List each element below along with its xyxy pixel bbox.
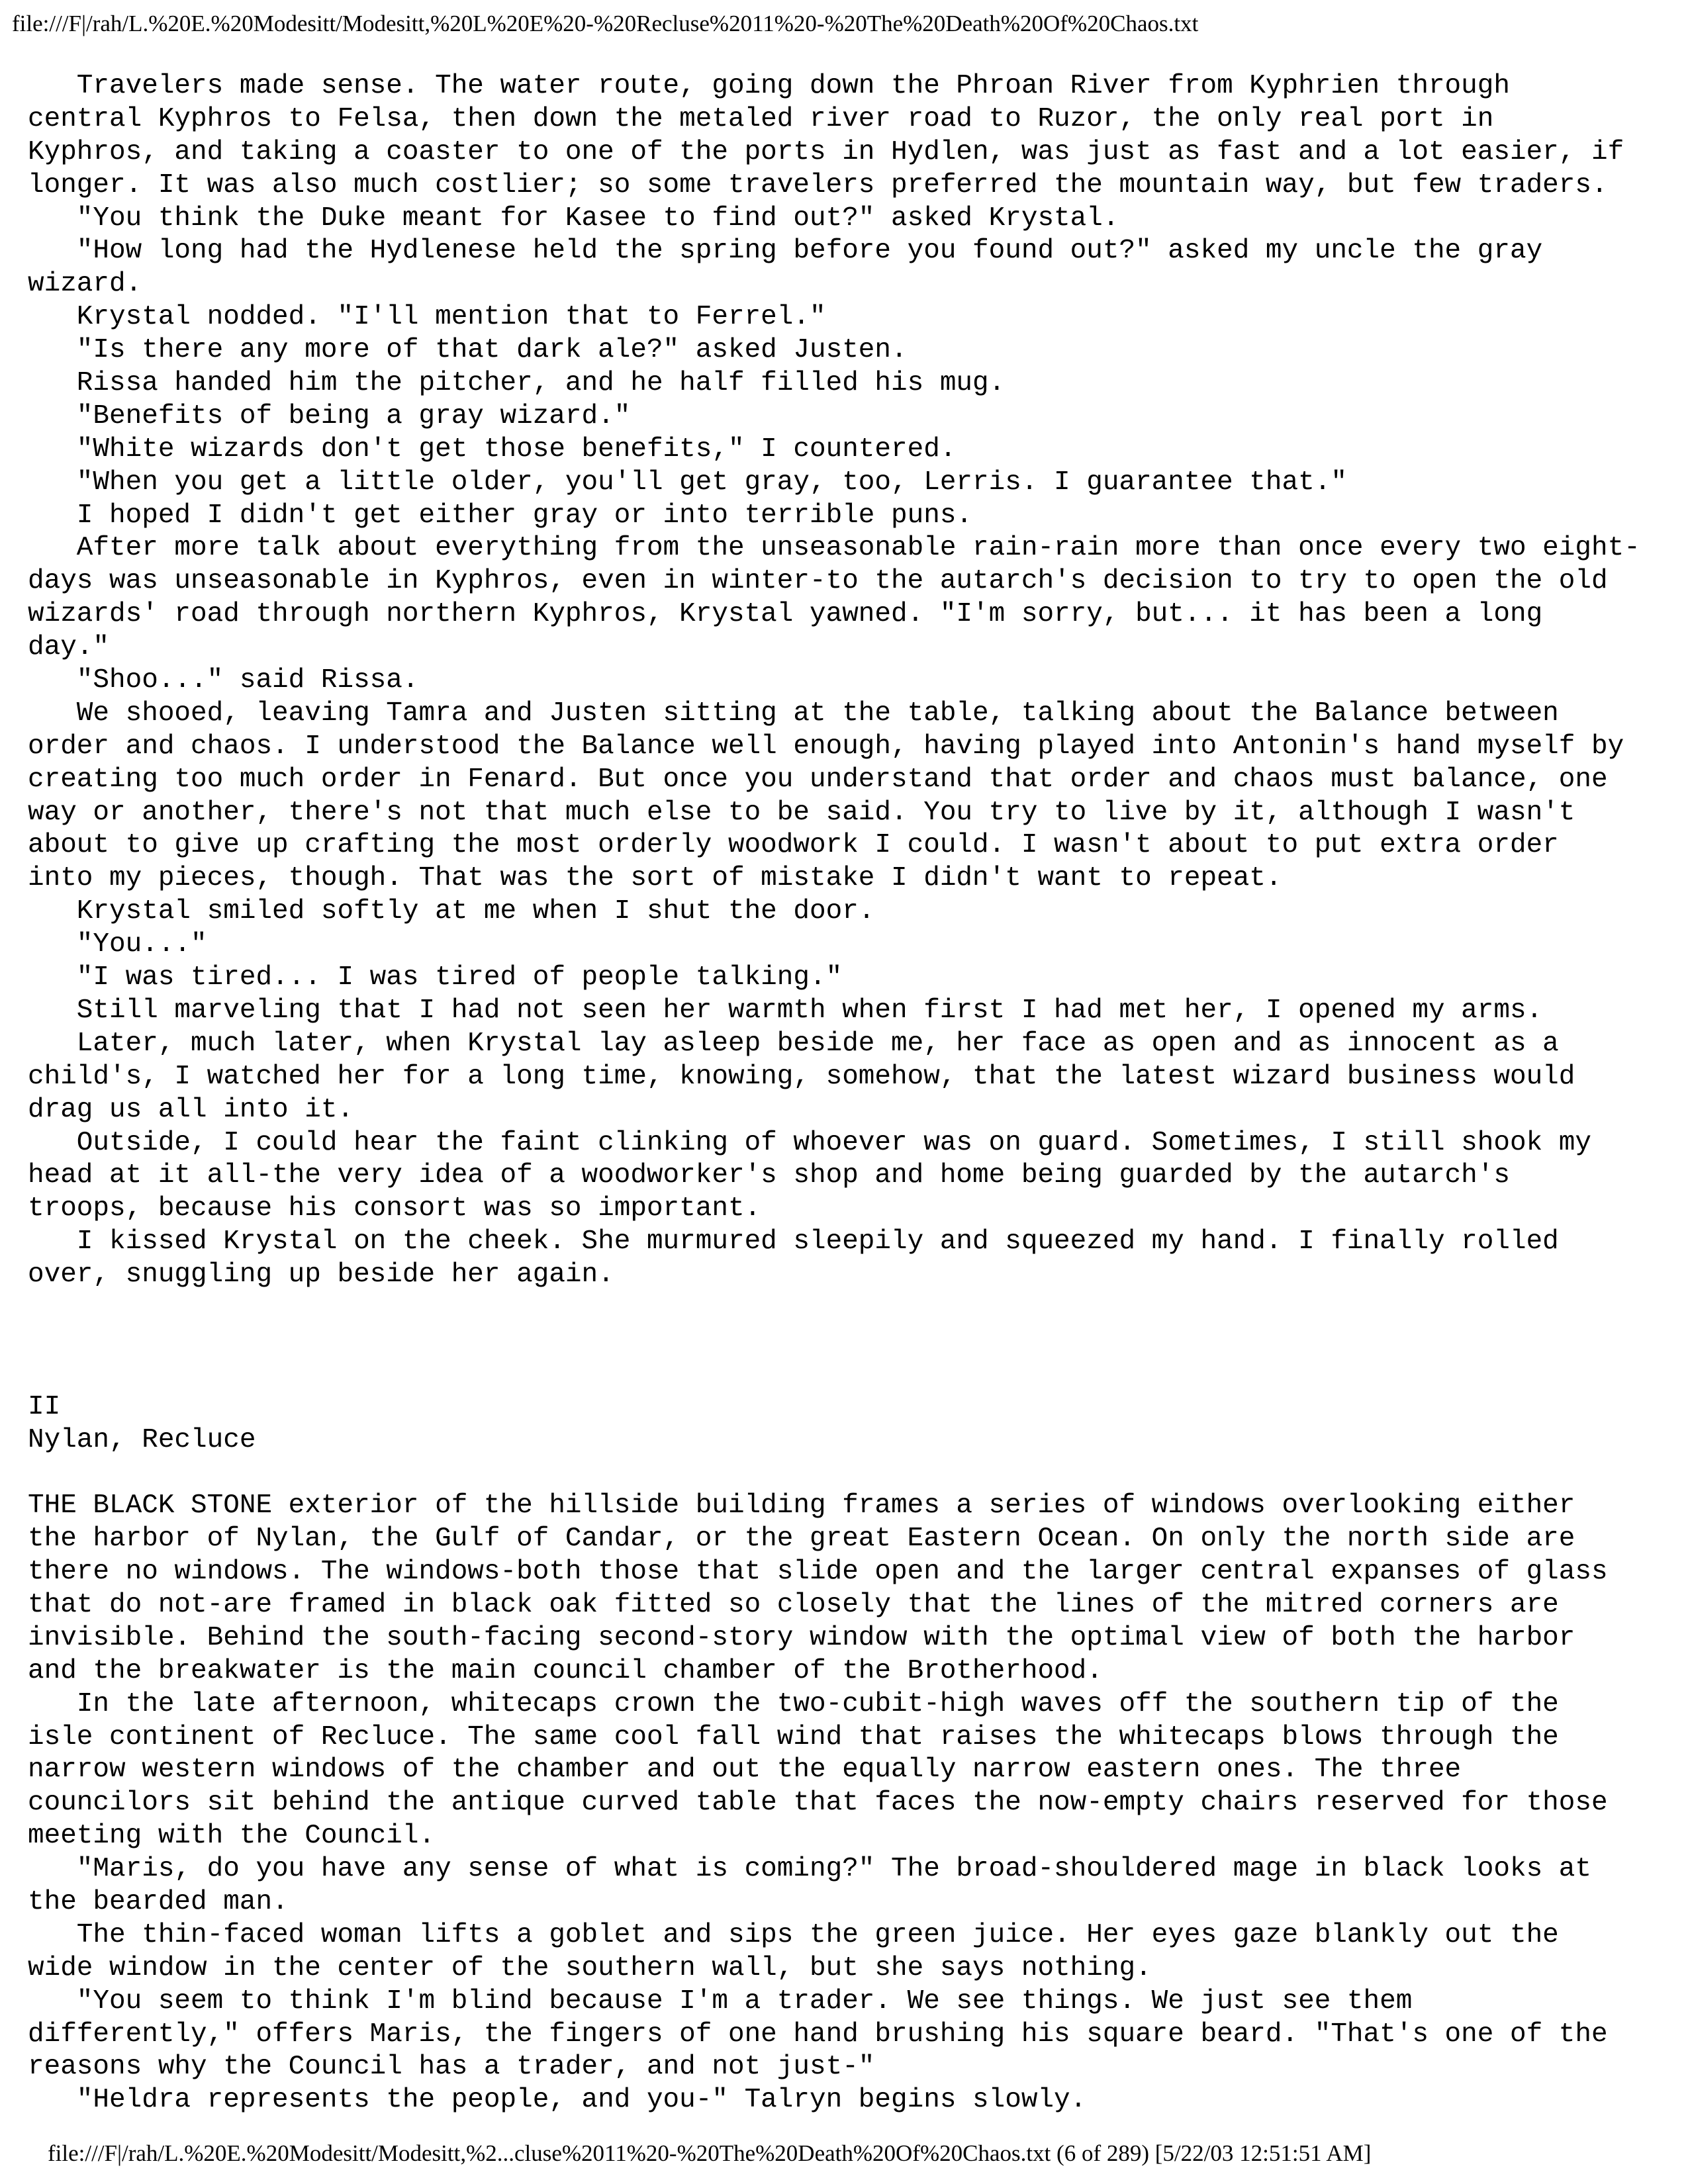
text-line: central Kyphros to Felsa, then down the metaled river road to Ruzor, the only real port in [28,103,1494,134]
text-line: Outside, I could hear the faint clinking of whoever was on guard. Sometimes, I still shook my [28,1127,1591,1158]
text-line: "Is there any more of that dark ale?" asked Justen. [28,335,908,366]
text-line: "Benefits of being a gray wizard." [28,400,631,432]
text-line: "You think the Duke meant for Kasee to find out?" asked Krystal. [28,203,1119,234]
text-line: drag us all into it. [28,1094,354,1125]
text-line: reasons why the Council has a trader, and not just-" [28,2052,875,2083]
text-line: creating too much order in Fenard. But once you understand that order and chaos must balance, one [28,764,1608,795]
text-line: "You seem to think I'm blind because I'm a trader. We see things. We just see them [28,1985,1413,2017]
text-line: We shooed, leaving Tamra and Justen sitting at the table, talking about the Balance between [28,698,1559,729]
text-line: about to give up crafting the most orderly woodwork I could. I wasn't about to put extra order [28,830,1559,861]
text-line: Nylan, Recluce [28,1424,256,1455]
text-line: I kissed Krystal on the cheek. She murmured sleepily and squeezed my hand. I finally rolled [28,1226,1559,1257]
text-line: way or another, there's not that much else to be said. You try to live by it, although I wasn't [28,797,1575,828]
text-line: "Maris, do you have any sense of what is coming?" The broad-shouldered mage in black looks at [28,1854,1591,1885]
text-line: child's, I watched her for a long time, knowing, somehow, that the latest wizard business would [28,1061,1575,1092]
text-line: "Shoo..." said Rissa. [28,665,419,696]
text-line: into my pieces, though. That was the sort of mistake I didn't want to repeat. [28,863,1282,894]
text-line [28,1457,1669,1490]
text-line: councilors sit behind the antique curved table that faces the now-empty chairs reserved for those [28,1788,1608,1819]
text-line: longer. It was also much costlier; so some travelers preferred the mountain way, but few traders. [28,169,1608,201]
text-line: there no windows. The windows-both those that slide open and the larger central expanses of glass [28,1557,1608,1588]
text-line: invisible. Behind the south-facing second-story window with the optimal view of both the harbor [28,1622,1575,1653]
text-line: After more talk about everything from the unseasonable rain-rain more than once every two eight- [28,533,1640,564]
text-line: day." [28,632,110,663]
text-line: The thin-faced woman lifts a goblet and sips the green juice. Her eyes gaze blankly out the [28,1919,1559,1950]
text-line: Travelers made sense. The water route, going down the Phroan River from Kyphrien through [28,71,1510,101]
document-text [28,70,1669,2117]
text-line: the bearded man. [28,1886,289,1917]
text-line: the harbor of Nylan, the Gulf of Candar, or the great Eastern Ocean. On only the north side are [28,1524,1575,1555]
text-line: days was unseasonable in Kyphros, even in winter-to the autarch's decision to try to open the old [28,566,1608,597]
file-path-header: file:///F|/rah/L.%20E.%20Modesitt/Modesitt,%20L%20E%20-%20Recluse%2011%20-%20The%20Death%20Of%20Chaos.txt [12,11,1199,36]
text-line: narrow western windows of the chamber and out the equally narrow eastern ones. The three [28,1754,1462,1786]
text-line: "I was tired... I was tired of people talking." [28,962,843,993]
text-line: Still marveling that I had not seen her warmth when first I had met her, I opened my arms. [28,995,1543,1026]
text-line: "Heldra represents the people, and you-" Talryn begins slowly. [28,2085,1087,2116]
text-line: Rissa handed him the pitcher, and he half filled his mug. [28,368,1006,399]
text-line: wizard. [28,269,142,300]
page-footer: file:///F|/rah/L.%20E.%20Modesitt/Modesitt,%2...cluse%2011%20-%20The%20Death%20Of%20Chaos.txt (6 of 289) [5/22/03 12:51:51 AM] [48,2140,1372,2166]
text-line: "How long had the Hydlenese held the spring before you found out?" asked my uncle the gray [28,236,1543,267]
text-line: Kyphros, and taking a coaster to one of the ports in Hydlen, was just as fast and a lot easier, if [28,136,1624,167]
text-line: differently," offers Maris, the fingers of one hand brushing his square beard. "That's one of the [28,2019,1608,2050]
text-line [28,1292,1669,1325]
text-line: In the late afternoon, whitecaps crown the two-cubit-high waves off the southern tip of the [28,1688,1559,1719]
text-line: wide window in the center of the southern wall, but she says nothing. [28,1952,1152,1983]
text-line: "White wizards don't get those benefits," I countered. [28,433,957,465]
text-line: meeting with the Council. [28,1821,436,1852]
text-line: Krystal nodded. "I'll mention that to Ferrel." [28,302,826,333]
text-line: head at it all-the very idea of a woodworker's shop and home being guarded by the autarch's [28,1160,1510,1191]
text-line: II [28,1391,61,1422]
text-line: over, snuggling up beside her again. [28,1259,614,1291]
text-line: THE BLACK STONE exterior of the hillside building frames a series of windows overlooking either [28,1490,1575,1522]
text-line [28,1358,1669,1391]
text-line [28,1325,1669,1358]
text-line: Later, much later, when Krystal lay asleep beside me, her face as open and as innocent as a [28,1028,1559,1059]
text-line: troops, because his consort was so important. [28,1193,761,1224]
text-line: "When you get a little older, you'll get gray, too, Lerris. I guarantee that." [28,467,1347,498]
text-line: Krystal smiled softly at me when I shut the door. [28,896,875,927]
text-line: wizards' road through northern Kyphros, Krystal yawned. "I'm sorry, but... it has been a long [28,599,1543,630]
text-line: I hoped I didn't get either gray or into terrible puns. [28,500,973,531]
text-line: "You..." [28,929,207,960]
text-line: isle continent of Recluce. The same cool fall wind that raises the whitecaps blows through the [28,1721,1559,1752]
text-line: that do not-are framed in black oak fitted so closely that the lines of the mitred corners are [28,1589,1559,1620]
text-line: order and chaos. I understood the Balance well enough, having played into Antonin's hand myself by [28,731,1624,762]
text-line: and the breakwater is the main council chamber of the Brotherhood. [28,1655,1103,1686]
